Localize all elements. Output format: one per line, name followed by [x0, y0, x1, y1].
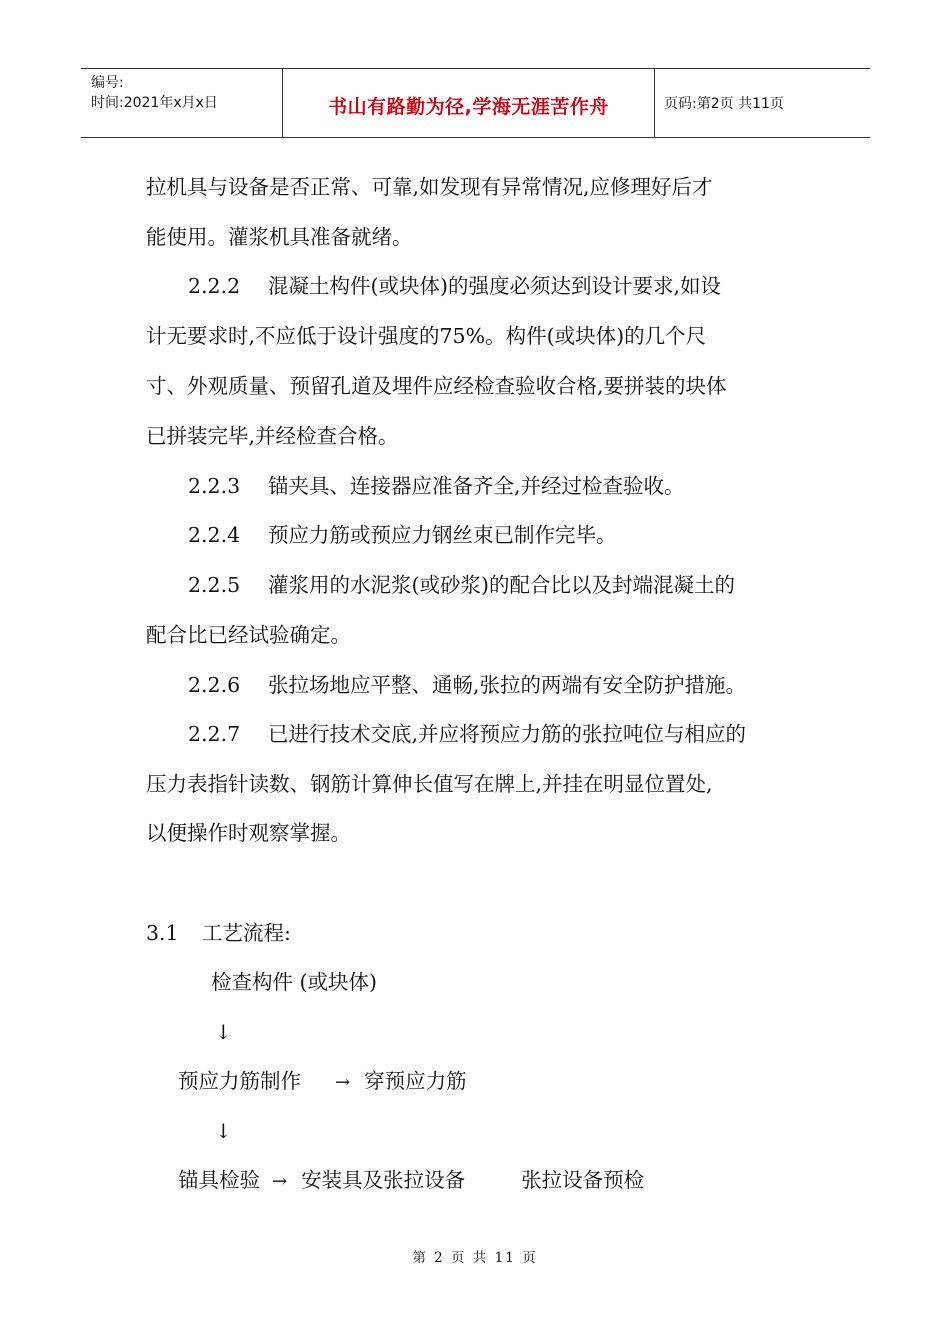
- clause-number: 2.2.3: [188, 474, 241, 498]
- section-title: 工艺流程:: [202, 921, 291, 945]
- header-motto: 书山有路勤为径,学海无涯苦作舟: [328, 96, 609, 118]
- clause-2-2-2: [188, 274, 721, 298]
- clause-text: 混凝土构件(或块体)的强度必须达到设计要求,如设: [268, 274, 722, 298]
- header-motto-cell: [283, 69, 655, 137]
- clause-2-2-6: [188, 673, 746, 697]
- flow-step-tendon-making: 预应力筋制作: [178, 1069, 301, 1093]
- header-page-number: 页码:第2页 共11页: [664, 96, 784, 112]
- flow-row-3: [178, 1168, 644, 1194]
- section-heading: [146, 921, 291, 945]
- document-number-label: 编号:: [91, 75, 124, 91]
- document-date-label: 时间:2021年x月x日: [91, 95, 218, 111]
- arrow-down-icon: ↓: [215, 1020, 232, 1044]
- paragraph-line: 以便操作时观察掌握。: [146, 821, 351, 845]
- page-footer: 第 2 页 共 11 页: [412, 1250, 538, 1266]
- flow-step-inspect-members: 检查构件 (或块体): [211, 970, 378, 994]
- paragraph-line: 能使用。灌浆机具准备就绪。: [146, 225, 413, 249]
- clause-number: 2.2.6: [188, 673, 241, 697]
- clause-2-2-7: [188, 722, 746, 746]
- clause-text: 张拉场地应平整、通畅,张拉的两端有安全防护措施。: [268, 673, 747, 697]
- clause-2-2-3: [188, 474, 685, 498]
- paragraph-line: 配合比已经试验确定。: [146, 623, 351, 647]
- flow-step-thread-tendon: 穿预应力筋: [364, 1069, 467, 1093]
- arrow-down-icon: ↓: [215, 1119, 232, 1143]
- clause-text: 已进行技术交底,并应将预应力筋的张拉吨位与相应的: [268, 722, 747, 746]
- flow-step-install-equipment: 安装具及张拉设备: [301, 1168, 466, 1192]
- clause-text: 预应力筋或预应力钢丝束已制作完毕。: [268, 523, 617, 547]
- section-number: 3.1: [146, 921, 179, 945]
- paragraph-line: 已拼装完毕,并经检查合格。: [146, 424, 399, 448]
- arrow-right-icon: →: [335, 1072, 351, 1093]
- flow-step-equipment-precheck: 张拉设备预检: [521, 1168, 645, 1192]
- page-header: [81, 68, 870, 138]
- flow-step-anchor-inspection: 锚具检验: [178, 1168, 260, 1192]
- clause-text: 灌浆用的水泥浆(或砂浆)的配合比以及封端混凝土的: [268, 573, 735, 597]
- paragraph-line: 寸、外观质量、预留孔道及埋件应经检查验收合格,要拼装的块体: [146, 374, 727, 398]
- paragraph-line: 计无要求时,不应低于设计强度的75%。构件(或块体)的几个尺: [146, 324, 707, 348]
- clause-number: 2.2.7: [188, 722, 241, 746]
- clause-number: 2.2.4: [188, 523, 241, 547]
- paragraph-line: 压力表指针读数、钢筋计算伸长值写在牌上,并挂在明显位置处,: [146, 772, 713, 796]
- clause-number: 2.2.5: [188, 573, 241, 597]
- clause-2-2-4: [188, 523, 617, 547]
- flow-row-2: [178, 1069, 467, 1095]
- clause-number: 2.2.2: [188, 274, 241, 298]
- arrow-right-icon: →: [272, 1171, 288, 1192]
- clause-text: 锚夹具、连接器应准备齐全,并经过检查验收。: [268, 474, 685, 498]
- paragraph-line: 拉机具与设备是否正常、可靠,如发现有异常情况,应修理好后才: [146, 175, 713, 199]
- header-meta-cell: [81, 69, 283, 137]
- clause-2-2-5: [188, 573, 735, 597]
